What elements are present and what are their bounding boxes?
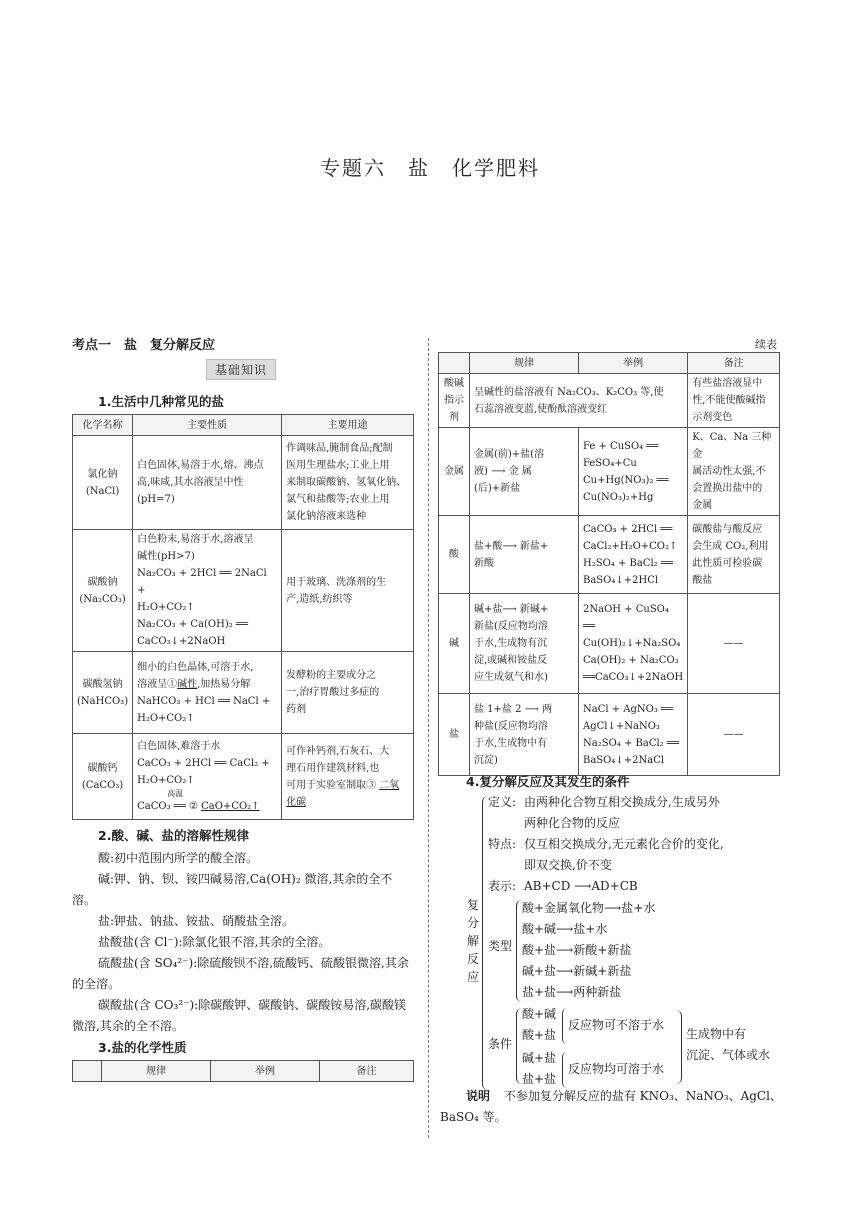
table-row [73,734,414,820]
header-rule: 规律 [470,353,579,374]
table-row [73,652,414,734]
result-brace [676,1010,682,1084]
type-item: 酸+碱⟶盐+水 [522,922,608,936]
salt-props: 白色固体,易溶于水,熔、沸点 高,味咸,其水溶液呈中性 (pH=7) [133,436,282,530]
row-category: 碱 [439,594,470,694]
feature-text: 仅互相交换成分,无元素化合价的变化, 即双交换,价不变 [524,837,724,872]
note-text: 不参加复分解反应的盐有 KNO₃、NaNO₃、AgCl、BaSO₄ 等。 [440,1089,782,1124]
row-note: K、Ca、Na 三种金 属活动性太强,不 会置换出盐中的 金属 [688,428,780,516]
row-category: 酸碱指示剂 [439,374,470,428]
blank-answer-2: CaO+CO₂↑ [201,801,260,812]
table-row [439,374,780,428]
salt-name: 碳酸钠 (Na₂CO₃) [73,530,133,652]
group-b-brace [562,1052,567,1088]
condition-label: 高温 [167,789,184,798]
table-row [439,428,780,516]
definition-label: 定义: [488,795,517,809]
row-example: 2NaOH + CuSO₄ ══ Cu(OH)₂↓+Na₂SO₄ Ca(OH)₂ + Na₂CO₃ ══CaCO₃↓+2NaOH [579,594,688,694]
header-example: 举例 [579,353,688,374]
row-example: Fe + CuSO₄ ══ FeSO₄+Cu Cu+Hg(NO₃)₂ ══ Cu(NO₃)₂+Hg [579,428,688,516]
header-example: 举例 [211,1061,320,1082]
condition-label: 条件 [488,1037,513,1051]
rule-acid: 酸:初中范围内所学的酸全溶。 [98,851,259,865]
header-blank [73,1061,102,1082]
section-heading: 考点一 盐 复分解反应 [72,338,216,353]
row-rule: 盐+酸⟶ 新盐+ 新酸 [470,516,579,594]
page-title: 专题六 盐 化学肥料 [320,156,540,180]
salt-uses: 发酵粉的主要成分之 一,治疗胃酸过多症的 药剂 [282,652,414,734]
header-note: 备注 [688,353,780,374]
row-note: 有些盐溶液显中 性,不能使酸碱指 示剂变色 [688,374,780,428]
header-props: 主要性质 [133,415,282,436]
subheading-3: 3.盐的化学性质 [98,1040,187,1055]
header-blank [439,353,470,374]
rule-salt: 盐:钾盐、钠盐、铵盐、硝酸盐全溶。 [98,914,295,928]
row-category: 酸 [439,516,470,594]
row-note: —— [688,594,780,694]
blank-answer-1: 碱性 [177,678,198,690]
salt-uses: 用于玻璃、洗涤剂的生 产,造纸,纺织等 [282,530,414,652]
salt-props: 白色固体,难溶于水 CaCO₃ + 2HCl ══ CaCl₂ + H₂O+CO₂↑ 高温 CaCO₃ ══ ② CaO+CO₂↑ [133,734,282,820]
condition-group-a: 酸+碱 酸+盐 [522,1007,557,1042]
salt-name: 碳酸氢钠 (NaHCO₃) [73,652,133,734]
type-item: 盐+盐⟶两种新盐 [522,985,622,999]
table-header-row [439,353,780,374]
row-example: CaCO₃ + 2HCl ══ CaCl₂+H₂O+CO₂↑ H₂SO₄ + BaCl₂ ══ BaSO₄↓+2HCl [579,516,688,594]
header-note: 备注 [320,1061,414,1082]
salt-props: 细小的白色晶体,可溶于水, 溶液呈①碱性,加热易分解 NaHCO₃ + HCl ══ NaCl + H₂O+CO₂↑ [133,652,282,734]
basic-knowledge-badge: 基础知识 [206,359,276,380]
header-rule: 规律 [102,1061,211,1082]
condition-a-text: 反应物可不溶于水 [568,1018,665,1032]
type-list [522,898,655,1003]
note-paragraph [440,1086,785,1128]
result-text: 生成物中有 沉淀、气体或水 [686,1027,771,1062]
salt-properties-table-start [72,1060,414,1082]
subheading-4: 4.复分解反应及其发生的条件 [466,774,630,789]
subheading-1: 1.生活中几种常见的盐 [98,394,224,409]
subheading-2: 2.酸、碱、盐的溶解性规律 [98,828,249,843]
salt-name: 碳酸钙 (CaCO₃) [73,734,133,820]
group-a-brace [562,1008,567,1044]
rule-chloride: 盐酸盐(含 Cl⁻):除氯化银不溶,其余的全溶。 [98,935,331,949]
type-item: 酸+金属氧化物⟶盐+水 [522,901,656,915]
type-label: 类型 [488,939,513,953]
header-uses: 主要用途 [282,415,414,436]
salt-properties-table [438,352,780,776]
table-row [439,594,780,694]
condition-group-b: 碱+盐 盐+盐 [522,1051,557,1086]
table-row [439,694,780,776]
salt-props: 白色粉末,易溶于水,溶液呈 碱性(pH>7) Na₂CO₃ + 2HCl ══ 2NaCl + H₂O+CO₂↑ Na₂CO₃ + Ca(OH)₂ ══ CaCO₃↓+2NaOH [133,530,282,652]
table-row [439,516,780,594]
row-example: NaCl + AgNO₃ ══ AgCl↓+NaNO₃ Na₂SO₄ + BaCl₂ ══ BaSO₄↓+2NaCl [579,694,688,776]
table-row [73,530,414,652]
row-rule: 金属(前)+盐(溶 液) ⟶ 金 属 (后)+新盐 [470,428,579,516]
table-row [73,436,414,530]
table-header-row [73,1061,414,1082]
expression-label: 表示: [488,879,517,893]
salt-uses: 作调味品,腌制食品;配制 医用生理盐水;工业上用 来制取碳酸钠、氢氧化钠、 氯气和盐酸等;农业上用 氯化钠溶液来选种 [282,436,414,530]
blank-answer-3: 二氧化碳 [286,779,400,808]
common-salts-table [72,414,414,820]
expression-text: AB+CD ⟶AD+CB [524,879,638,893]
feature-label: 特点: [488,837,517,851]
rule-sulfate: 硫酸盐(含 SO₄²⁻):除硫酸钡不溶,硫酸钙、硫酸银微溶,其余的全溶。 [72,956,409,991]
row-category: 金属 [439,428,470,516]
type-item: 酸+盐⟶新酸+新盐 [522,943,632,957]
row-rule: 盐 1+盐 2 ⟶ 两 种盐(反应物均溶 于水,生成物中有 沉淀) [470,694,579,776]
type-item: 碱+盐⟶新碱+新盐 [522,964,632,978]
rule-base: 碱:钾、钠、钡、铵四碱易溶,Ca(OH)₂ 微溶,其余的全不溶。 [72,872,393,907]
continued-label: 续表 [755,338,777,351]
row-rule: 呈碱性的盐溶液有 Na₂CO₃、K₂CO₃ 等,使 石蕊溶液变蓝,使酚酞溶液变红 [470,374,688,428]
solubility-rules [72,848,414,1037]
note-label: 说明 [466,1089,491,1103]
row-rule: 碱+盐⟶ 新碱+ 新盐(反应物均溶 于水,生成物有沉 淀,或碱和铵盐反 应生成氨气和水) [470,594,579,694]
salt-uses: 可作补钙剂,石灰石、大 理石用作建筑材料,也 可用于实验室制取③ 二氧化碳 [282,734,414,820]
row-category: 盐 [439,694,470,776]
header-name: 化学名称 [73,415,133,436]
rule-carbonate: 碳酸盐(含 CO₃²⁻):除碳酸钾、碳酸钠、碳酸铵易溶,碳酸镁微溶,其余的全不溶。 [72,998,407,1033]
column-divider [428,338,429,1138]
row-note: 碳酸盐与酸反应 会生成 CO₂,利用 此性质可检验碳 酸盐 [688,516,780,594]
condition-b-text: 反应物均可溶于水 [568,1062,665,1076]
row-note: —— [688,694,780,776]
salt-name: 氯化钠 (NaCl) [73,436,133,530]
double-decomposition-diagram [440,792,785,1092]
root-label: 复分解反应 [466,898,479,984]
definition-text: 由两种化合物互相交换成分,生成另外 两种化合物的反应 [524,795,720,830]
table-header-row [73,415,414,436]
